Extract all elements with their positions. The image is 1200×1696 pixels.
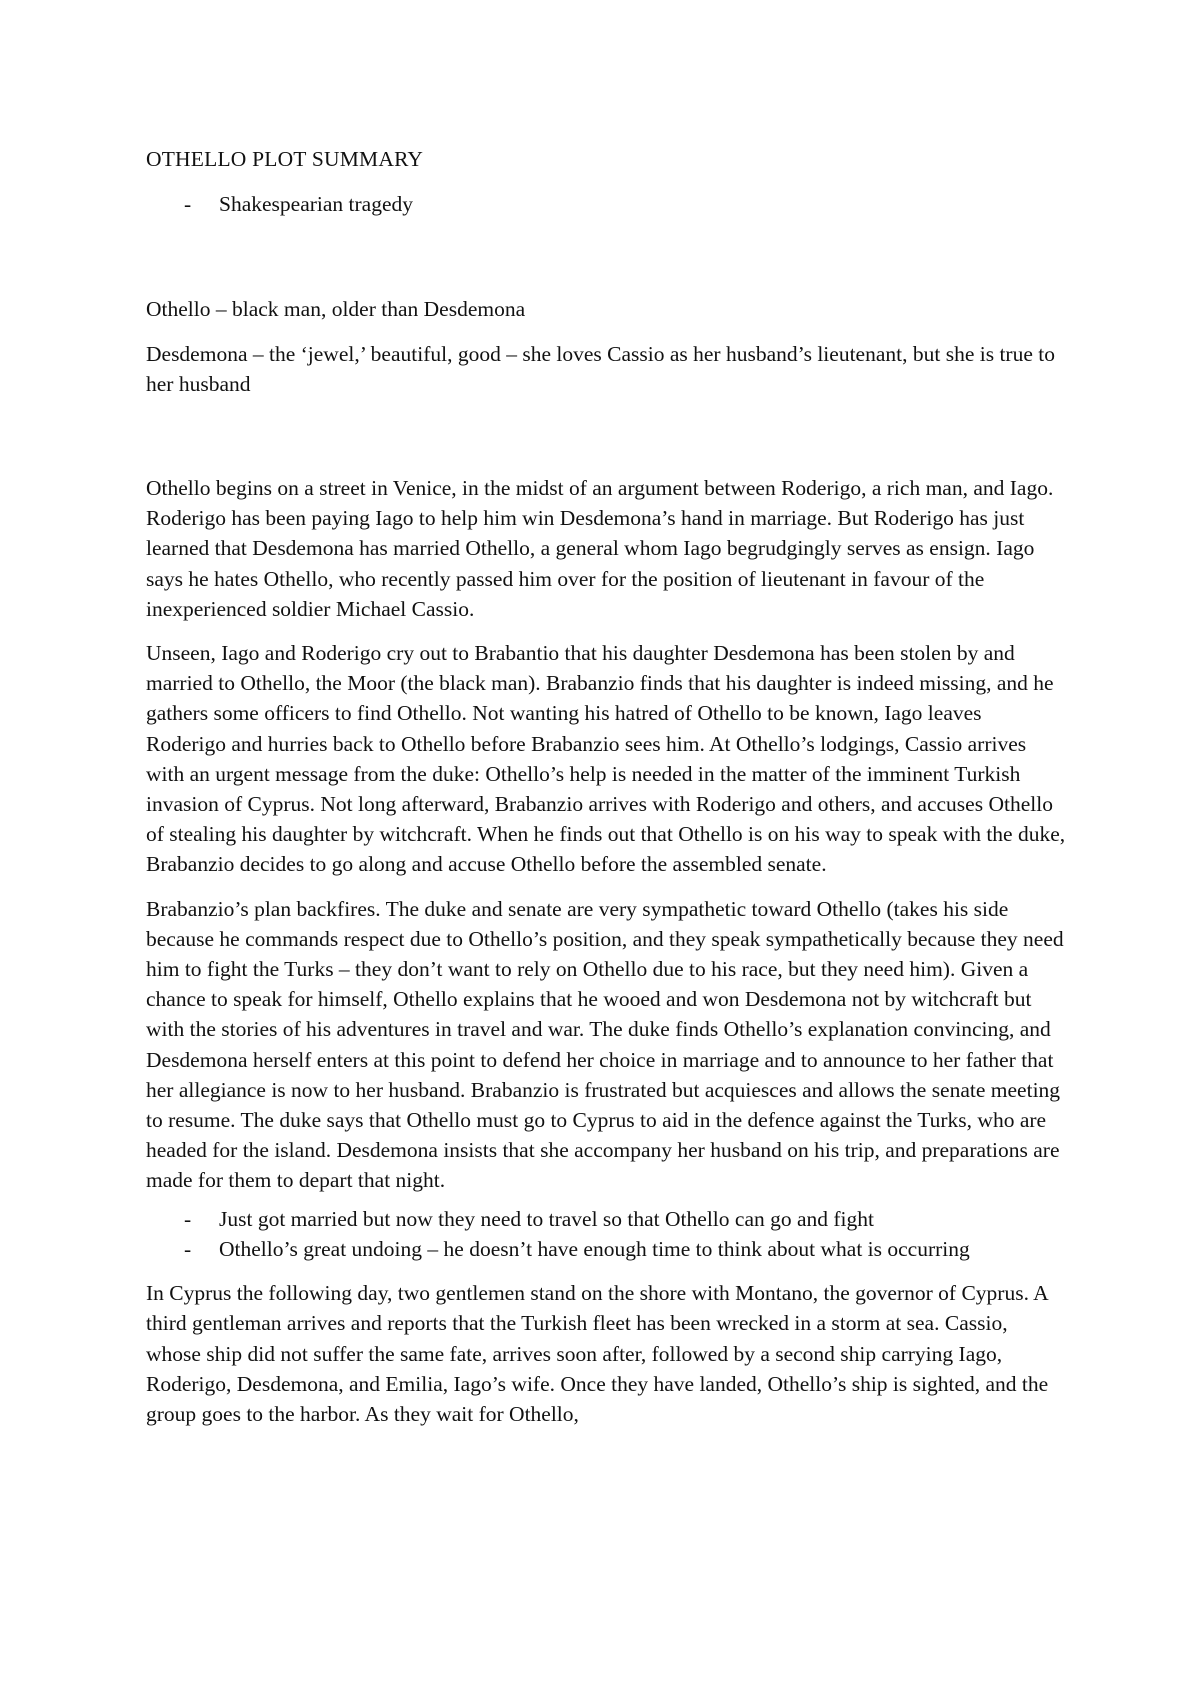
bullet-text: Just got married but now they need to travel so that Othello can go and fight (219, 1206, 875, 1231)
character-note-desdemona: Desdemona – the ‘jewel,’ beautiful, good – she loves Cassio as her husband’s lieutenant, but she is true to her husband (146, 341, 1055, 396)
bullet-item (146, 1234, 1066, 1264)
character-note-othello: Othello – black man, older than Desdemona (146, 297, 526, 322)
bullet-dash: - (184, 1236, 192, 1261)
bullet-text: Othello’s great undoing – he doesn’t have enough time to think about what is occurring (219, 1236, 970, 1261)
intro-bullet-list (146, 189, 1066, 219)
document-title: OTHELLO PLOT SUMMARY (146, 147, 424, 171)
paragraph: In Cyprus the following day, two gentlemen stand on the shore with Montano, the governor of Cyprus. A third gentleman arrives and reports that the Turkish fleet has been wrecked in a storm at sea. Cassio, whose ship did not suffer the same fate, arrives soon after, followed by a second ship carrying Iago, Roderigo, Desdemona, and Emilia, Iago’s wife. Once they have landed, Othello’s ship is sighted, and the group goes to the harbor. As they wait for Othello, (146, 1281, 1049, 1426)
paragraph: Othello begins on a street in Venice, in the midst of an argument between Roderigo, a rich man, and Iago. Roderigo has been paying Iago to help him win Desdemona’s hand in marriage. But Roderigo has just learned that Desdemona has married Othello, a general whom Iago begrudgingly serves as ensign. Iago says he hates Othello, who recently passed him over for the position of lieutenant in favour of the inexperienced soldier Michael Cassio. (146, 476, 1054, 621)
mid-bullet-list (146, 1204, 1066, 1264)
bullet-item (146, 1204, 1066, 1234)
paragraph: Brabanzio’s plan backfires. The duke and senate are very sympathetic toward Othello (takes his side because he commands respect due to Othello’s position, and they speak sympathetically because they need him to fight the Turks – they don’t want to rely on Othello due to his race, but they need him). Given a chance to speak for himself, Othello explains that he wooed and won Desdemona not by witchcraft but with the stories of his adventures in travel and war. The duke finds Othello’s explanation convincing, and Desdemona herself enters at this point to defend her choice in marriage and to announce to her father that her allegiance is now to her husband. Brabanzio is frustrated but acquiesces and allows the senate meeting to resume. The duke says that Othello must go to Cyprus to aid in the defence against the Turks, who are headed for the island. Desdemona insists that she accompany her husband on his trip, and preparations are made for them to depart that night. (146, 896, 1064, 1193)
paragraph: Unseen, Iago and Roderigo cry out to Brabantio that his daughter Desdemona has been stolen by and married to Othello, the Moor (the black man). Brabanzio finds that his daughter is indeed missing, and he gathers some officers to find Othello. Not wanting his hatred of Othello to be known, Iago leaves Roderigo and hurries back to Othello before Brabanzio sees him. At Othello’s lodgings, Cassio arrives with an urgent message from the duke: Othello’s help is needed in the matter of the imminent Turkish invasion of Cyprus. Not long afterward, Brabanzio arrives with Roderigo and others, and accuses Othello of stealing his daughter by witchcraft. When he finds out that Othello is on his way to speak with the duke, Brabanzio decides to go along and accuse Othello before the assembled senate. (146, 641, 1066, 877)
bullet-dash: - (184, 192, 192, 217)
bullet-dash: - (184, 1206, 192, 1231)
document-body (146, 144, 1066, 1429)
bullet-text: Shakespearian tragedy (219, 192, 414, 217)
bullet-item (146, 189, 1066, 219)
